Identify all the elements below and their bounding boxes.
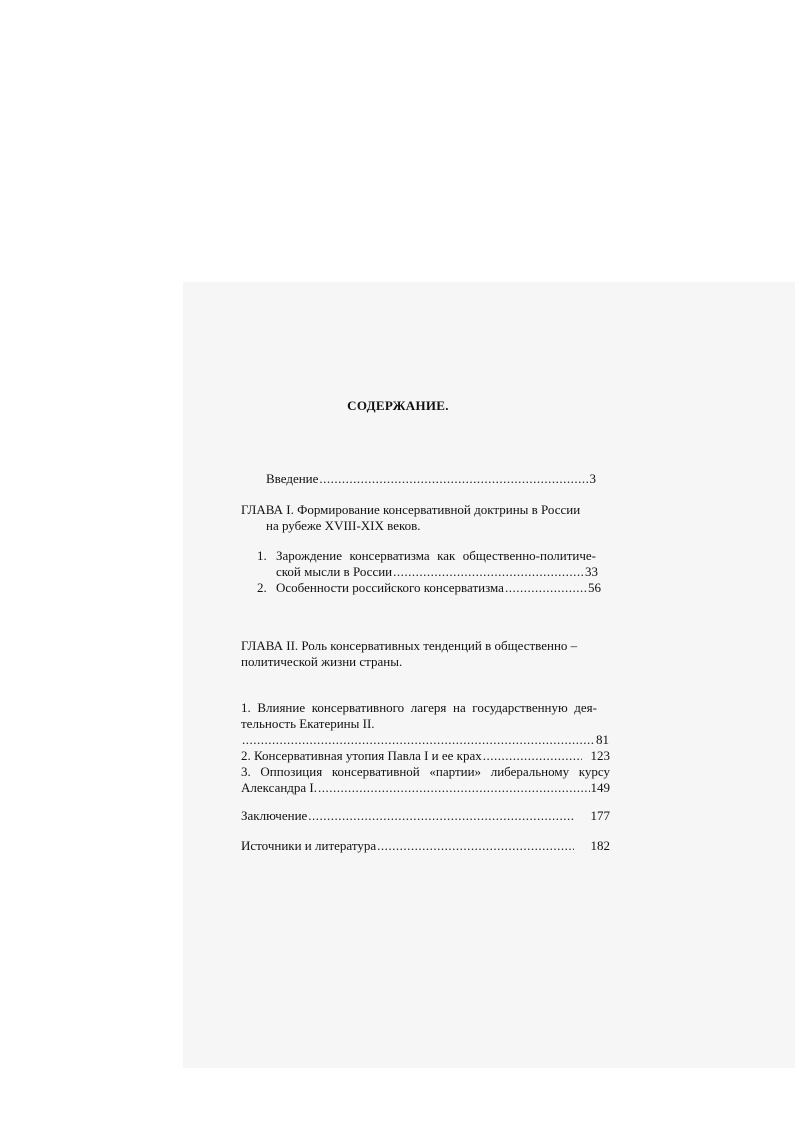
toc-entry-conclusion (241, 808, 610, 824)
chapter-1-title-cont: на рубеже XVIII-XIX веков. (266, 518, 421, 533)
toc-entry-intro (266, 471, 596, 487)
chapter-2-title-cont: политической жизни страны. (241, 654, 403, 669)
dot-leader (505, 580, 587, 596)
toc-page-number: 81 (596, 732, 609, 747)
dot-leader (242, 732, 595, 748)
toc-section-2-3-cont (241, 780, 610, 796)
toc-section-2-1-cont: тельность Екатерины II. (241, 716, 375, 731)
toc-section-2-3: 3. Оппозиция консервативной «партии» либеральному курсу (241, 764, 610, 779)
dot-leader (318, 780, 589, 796)
toc-entry-label: Введение (266, 471, 319, 486)
dot-leader (319, 471, 588, 487)
toc-page-number: 182 (590, 838, 610, 853)
toc-section-1-1: Зарождение консерватизма как общественно-политиче- (276, 548, 596, 563)
toc-entry-label: Александра I. (241, 780, 318, 795)
toc-entry-label: Заключение (241, 808, 308, 823)
toc-section-number: 1. (257, 548, 267, 563)
toc-section-1-2 (276, 580, 601, 596)
dot-leader (483, 748, 582, 764)
toc-entry-label: Особенности российского консерватизма (276, 580, 504, 595)
toc-page-number: 33 (585, 564, 598, 579)
toc-page-number: 3 (589, 471, 596, 486)
toc-section-2-2 (241, 748, 610, 764)
chapter-1-title: ГЛАВА I. Формирование консервативной доктрины в России (241, 502, 581, 517)
toc-entry-label: ской мысли в России (276, 564, 393, 579)
toc-page-number: 177 (590, 808, 610, 823)
toc-entry-label: 2. Консервативная утопия Павла I и ее крах (241, 748, 482, 763)
dot-leader (308, 808, 573, 824)
toc-section-2-1: 1. Влияние консервативного лагеря на государственную дея- (241, 700, 597, 715)
toc-page-number: 149 (590, 780, 610, 795)
toc-section-1-1-cont (276, 564, 598, 580)
dot-leader (377, 838, 573, 854)
toc-entry-sources (241, 838, 610, 854)
toc-section-2-1-page-row (241, 732, 609, 748)
toc-page-number: 123 (590, 748, 610, 763)
dot-leader (393, 564, 584, 580)
toc-section-number: 2. (257, 580, 267, 595)
toc-entry-label: Источники и литература (241, 838, 377, 853)
toc-page-number: 56 (588, 580, 601, 595)
chapter-2-title: ГЛАВА II. Роль консервативных тенденций в общественно – (241, 638, 578, 653)
page-title: СОДЕРЖАНИЕ. (347, 398, 449, 413)
